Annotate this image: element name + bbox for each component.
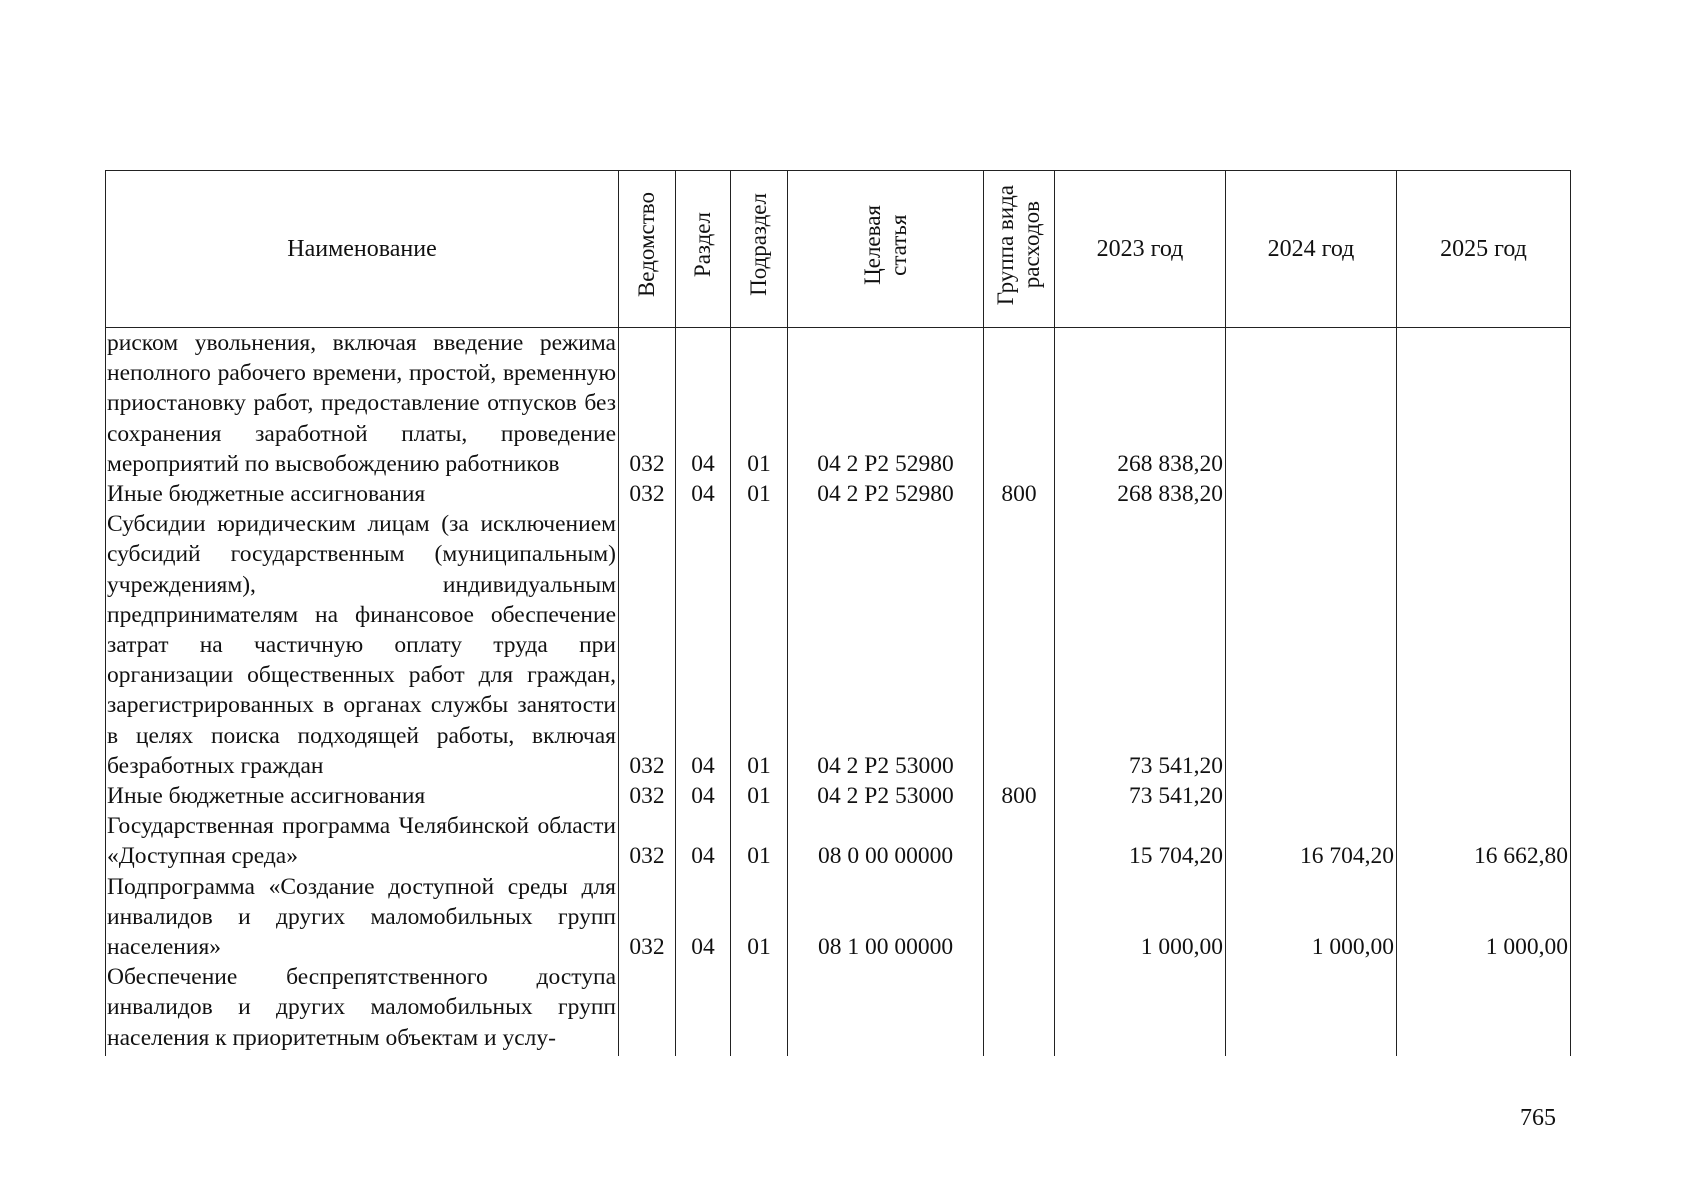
row-amount-2025 [1397, 962, 1571, 1056]
row-name: Иные бюджетные ассигнования [106, 479, 619, 509]
table-row [106, 479, 1571, 509]
row-celevaya-statya [788, 962, 984, 1056]
row-name: риском увольнения, включая введение режима неполного рабочего времени, простой, временную приостановку работ, предоставление отпусков без сохранения заработной платы, проведение мероприятий по высвобождению работников [106, 328, 619, 480]
table-row [106, 872, 1571, 963]
budget-table [105, 170, 1571, 1056]
row-amount-2024: 1 000,00 [1226, 872, 1397, 963]
table-header-row [106, 171, 1571, 328]
row-podrazdel: 01 [731, 328, 788, 480]
row-razdel: 04 [676, 479, 731, 509]
row-podrazdel: 01 [731, 781, 788, 811]
row-amount-2025 [1397, 509, 1571, 781]
table-row [106, 509, 1571, 781]
table-row [106, 962, 1571, 1056]
header-year-2023: 2023 год [1055, 171, 1226, 328]
header-name: Наименование [106, 171, 619, 328]
row-gruppa: 800 [984, 479, 1055, 509]
row-razdel: 04 [676, 781, 731, 811]
row-amount-2023: 1 000,00 [1055, 872, 1226, 963]
row-celevaya-statya: 04 2 P2 52980 [788, 479, 984, 509]
row-amount-2025 [1397, 328, 1571, 480]
header-celevaya-statya [788, 171, 984, 328]
header-razdel [676, 171, 731, 328]
row-vedomstvo: 032 [619, 872, 676, 963]
row-celevaya-statya: 04 2 P2 53000 [788, 509, 984, 781]
header-razdel-label: Раздел [690, 212, 715, 278]
row-name: Обеспечение беспрепятственного доступа инвалидов и других маломобильных групп населения к приоритетным объектам и услу- [106, 962, 619, 1056]
header-podrazdel [731, 171, 788, 328]
row-amount-2023: 15 704,20 [1055, 811, 1226, 871]
row-gruppa [984, 872, 1055, 963]
header-gruppa-label [993, 185, 1045, 305]
row-razdel [676, 962, 731, 1056]
row-amount-2023 [1055, 962, 1226, 1056]
row-podrazdel [731, 962, 788, 1056]
row-vedomstvo [619, 962, 676, 1056]
header-year-2024: 2024 год [1226, 171, 1397, 328]
row-amount-2024 [1226, 509, 1397, 781]
row-amount-2024 [1226, 781, 1397, 811]
row-amount-2024 [1226, 479, 1397, 509]
row-vedomstvo: 032 [619, 328, 676, 480]
row-podrazdel: 01 [731, 509, 788, 781]
row-gruppa [984, 962, 1055, 1056]
row-amount-2023: 73 541,20 [1055, 509, 1226, 781]
row-name: Подпрограмма «Создание доступной среды для инвалидов и других маломобильных групп населения» [106, 872, 619, 963]
row-vedomstvo: 032 [619, 781, 676, 811]
row-celevaya-statya: 08 0 00 00000 [788, 811, 984, 871]
row-amount-2025: 1 000,00 [1397, 872, 1571, 963]
row-name: Субсидии юридическим лицам (за исключением субсидий государственным (муниципальным) учреждениям), индивидуальным предпринимателям на финансовое обеспечение затрат на частичную оплату труда при организации общественных работ для граждан, зарегистрированных в органах службы занятости в целях поиска подходящей работы, включая безработных граждан [106, 509, 619, 781]
row-name: Государственная программа Челябинской области «Доступная среда» [106, 811, 619, 871]
row-podrazdel: 01 [731, 479, 788, 509]
row-amount-2023: 268 838,20 [1055, 328, 1226, 480]
header-celevaya-statya-label [860, 205, 912, 285]
row-razdel: 04 [676, 872, 731, 963]
row-vedomstvo: 032 [619, 479, 676, 509]
row-amount-2025 [1397, 781, 1571, 811]
header-celevaya-line1: Целевая [859, 204, 885, 285]
row-vedomstvo: 032 [619, 811, 676, 871]
row-vedomstvo: 032 [619, 509, 676, 781]
row-gruppa: 800 [984, 781, 1055, 811]
header-vedomstvo [619, 171, 676, 328]
table-body [106, 328, 1571, 1057]
header-gruppa-line1: Группа вида [993, 184, 1018, 305]
row-gruppa [984, 328, 1055, 480]
row-amount-2025: 16 662,80 [1397, 811, 1571, 871]
row-amount-2024 [1226, 962, 1397, 1056]
row-razdel: 04 [676, 328, 731, 480]
page-number: 765 [1520, 1105, 1556, 1131]
table-row [106, 781, 1571, 811]
row-name: Иные бюджетные ассигнования [106, 781, 619, 811]
budget-table-page [105, 170, 1570, 1056]
row-razdel: 04 [676, 509, 731, 781]
header-year-2025: 2025 год [1397, 171, 1571, 328]
row-gruppa [984, 811, 1055, 871]
row-amount-2024 [1226, 328, 1397, 480]
row-amount-2025 [1397, 479, 1571, 509]
row-celevaya-statya: 04 2 P2 53000 [788, 781, 984, 811]
row-celevaya-statya: 04 2 P2 52980 [788, 328, 984, 480]
table-row [106, 328, 1571, 480]
header-vedomstvo-label: Ведомство [634, 192, 659, 298]
row-podrazdel: 01 [731, 872, 788, 963]
header-gruppa-line2: расходов [1019, 201, 1044, 289]
row-celevaya-statya: 08 1 00 00000 [788, 872, 984, 963]
table-row [106, 811, 1571, 871]
row-gruppa [984, 509, 1055, 781]
row-podrazdel: 01 [731, 811, 788, 871]
header-podrazdel-label: Подраздел [746, 193, 771, 297]
row-amount-2024: 16 704,20 [1226, 811, 1397, 871]
row-razdel: 04 [676, 811, 731, 871]
header-celevaya-line2: статья [885, 214, 911, 276]
row-amount-2023: 73 541,20 [1055, 781, 1226, 811]
row-amount-2023: 268 838,20 [1055, 479, 1226, 509]
header-gruppa-vida-rashodov [984, 171, 1055, 328]
